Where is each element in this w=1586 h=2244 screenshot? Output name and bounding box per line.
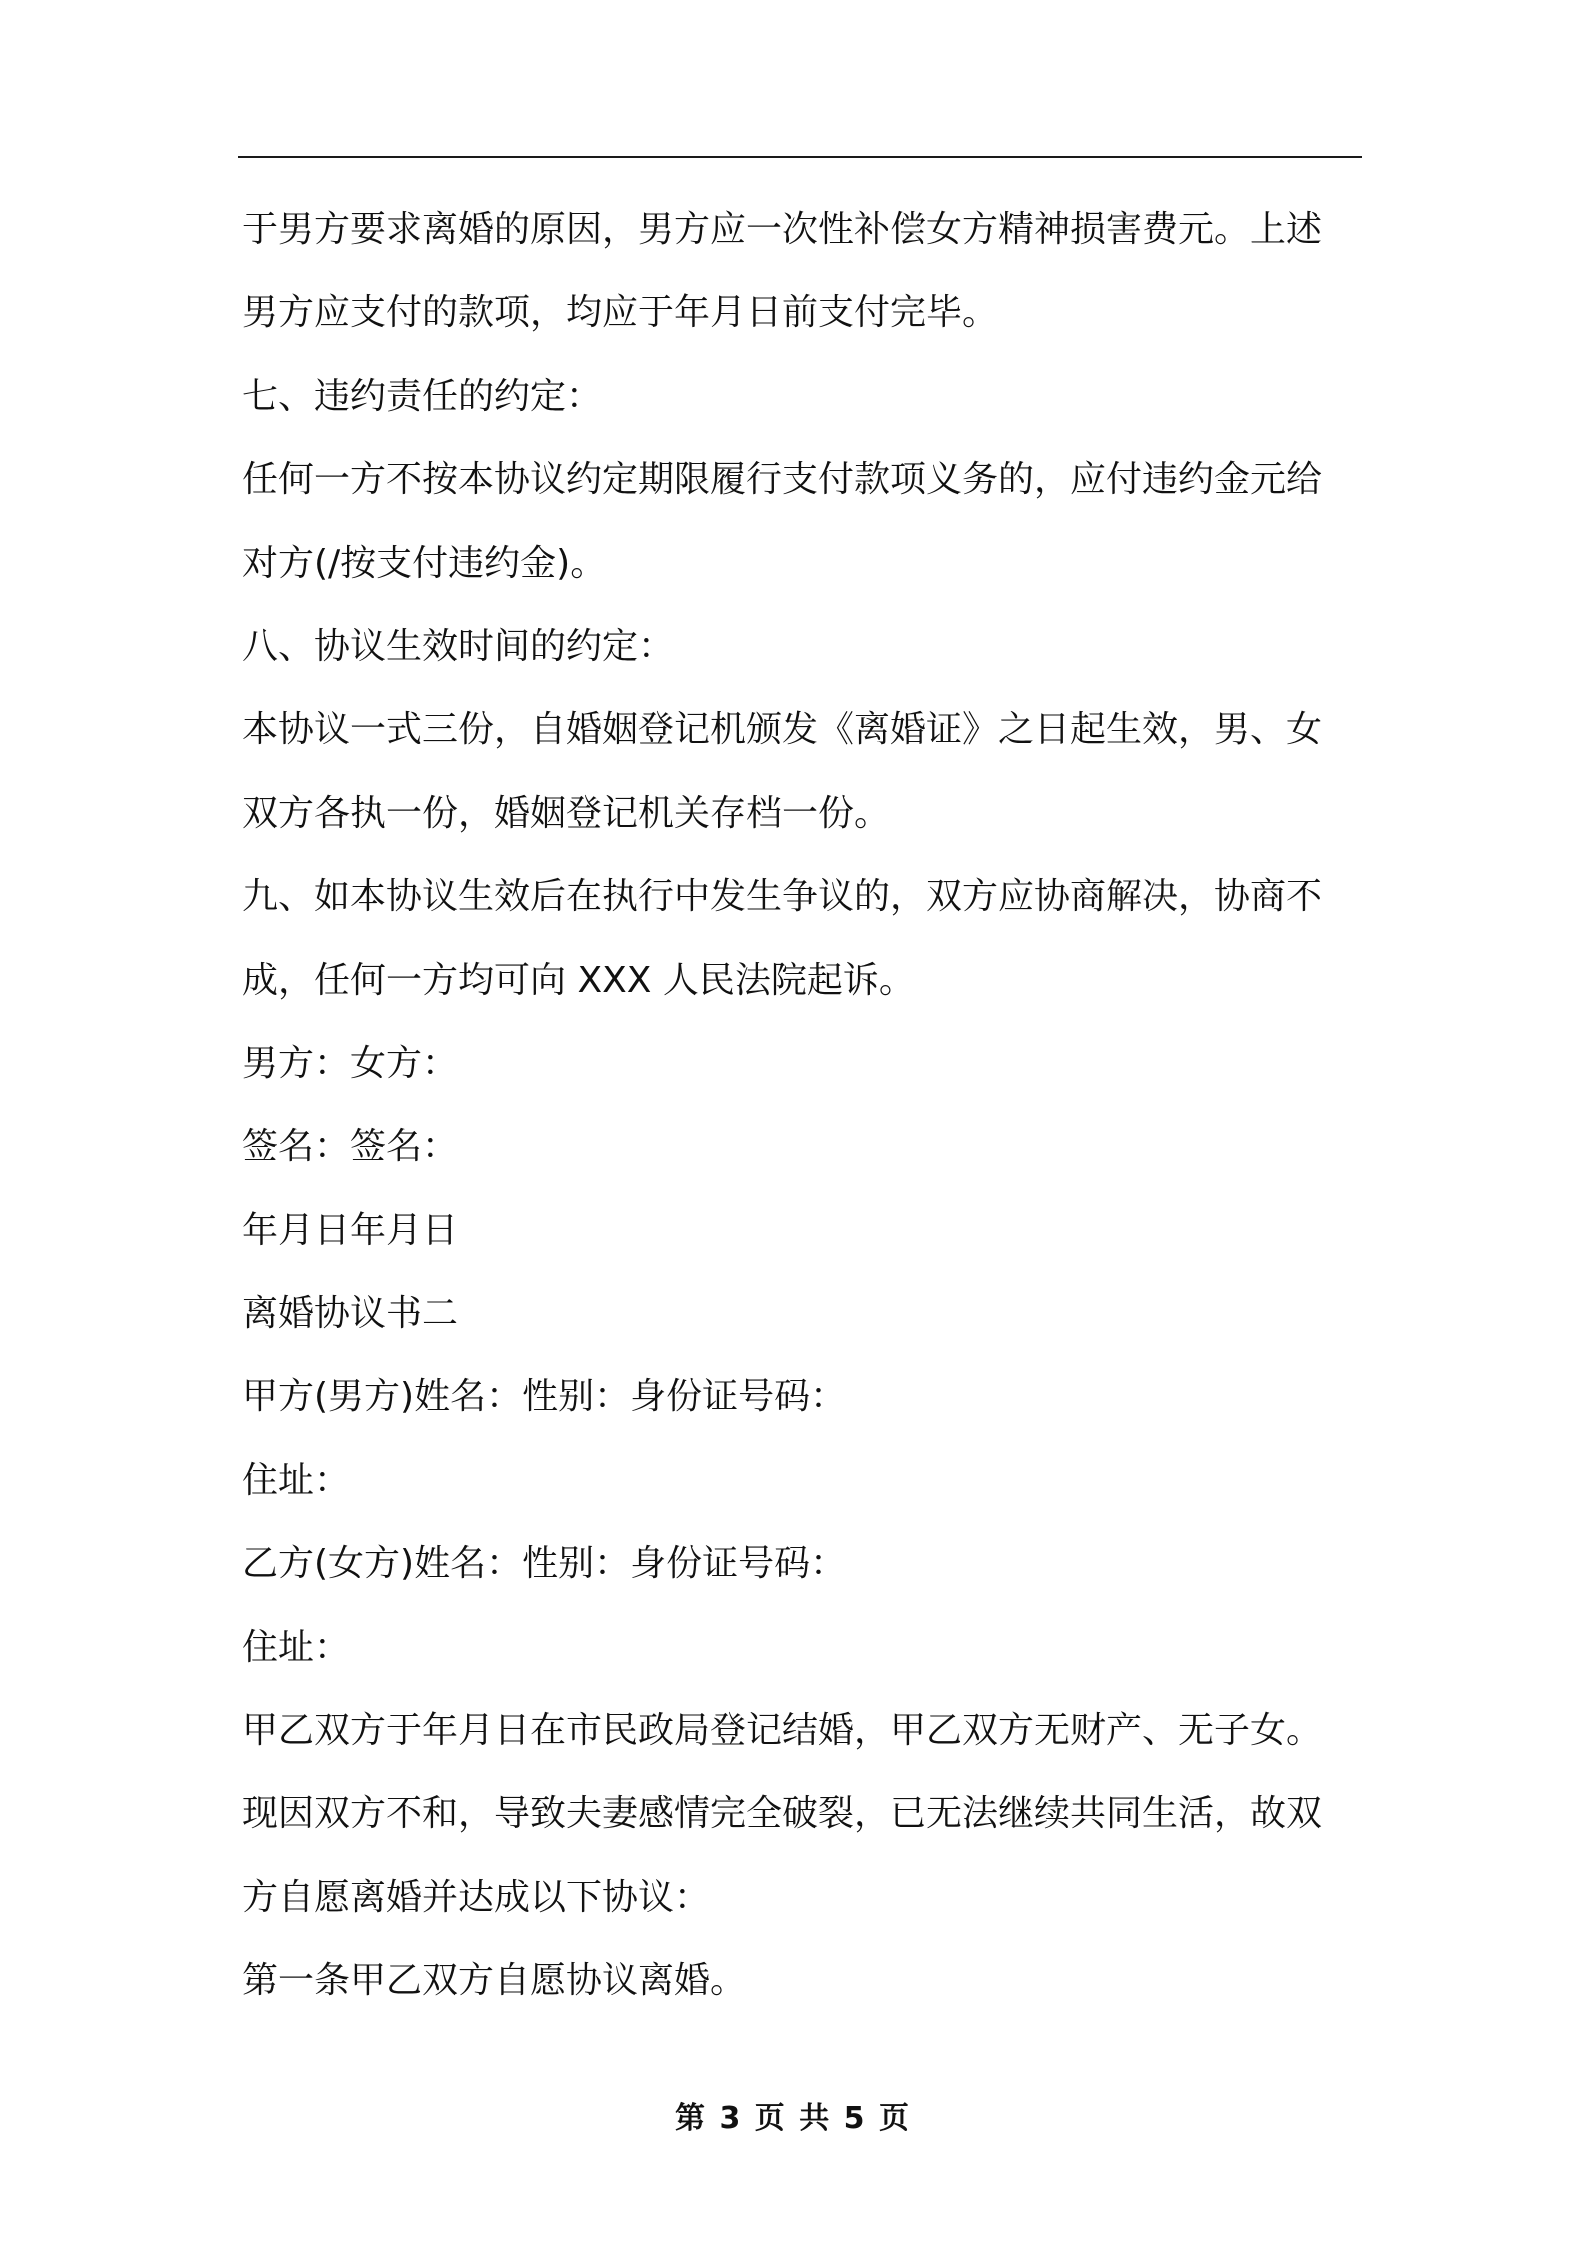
party-labels: 男方：女方： — [242, 1042, 459, 1084]
header-rule — [238, 156, 1362, 158]
section-heading: 八、协议生效时间的约定： — [242, 625, 675, 667]
paragraph-line: 双方各执一份，婚姻登记机关存档一份。 — [242, 792, 891, 834]
document-title: 离婚协议书二 — [242, 1293, 459, 1335]
signature-labels: 签名：签名： — [242, 1126, 459, 1168]
page-number: 第 3 页 共 5 页 — [675, 2101, 911, 2136]
paragraph-line: 方自愿离婚并达成以下协议： — [242, 1876, 711, 1918]
paragraph-line: 对方(/按支付违约金)。 — [242, 542, 607, 584]
paragraph-line: 现因双方不和，导致夫妻感情完全破裂，已无法继续共同生活，故双 — [242, 1793, 1323, 1835]
article-line: 第一条甲乙双方自愿协议离婚。 — [242, 1960, 747, 2002]
paragraph-line: 甲乙双方于年月日在市民政局登记结婚，甲乙双方无财产、无子女。 — [242, 1710, 1323, 1752]
document-body — [242, 195, 1372, 2030]
party-a-address: 住址： — [242, 1459, 351, 1501]
party-b-info: 乙方(女方)姓名：性别：身份证号码： — [242, 1543, 847, 1585]
section-heading: 九、如本协议生效后在执行中发生争议的，双方应协商解决，协商不 — [242, 876, 1323, 918]
paragraph-line: 任何一方不按本协议约定期限履行支付款项义务的，应付违约金元给 — [242, 459, 1323, 501]
party-b-address: 住址： — [242, 1626, 351, 1668]
date-labels: 年月日年月日 — [242, 1209, 459, 1251]
paragraph-line: 成，任何一方均可向 XXX 人民法院起诉。 — [242, 959, 915, 1001]
party-a-info: 甲方(男方)姓名：性别：身份证号码： — [242, 1376, 847, 1418]
paragraph-line: 于男方要求离婚的原因，男方应一次性补偿女方精神损害费元。上述 — [242, 209, 1323, 250]
section-heading: 七、违约责任的约定： — [242, 375, 603, 417]
paragraph-line: 本协议一式三份，自婚姻登记机颁发《离婚证》之日起生效，男、女 — [242, 709, 1323, 751]
paragraph-line: 男方应支付的款项，均应于年月日前支付完毕。 — [242, 292, 999, 334]
